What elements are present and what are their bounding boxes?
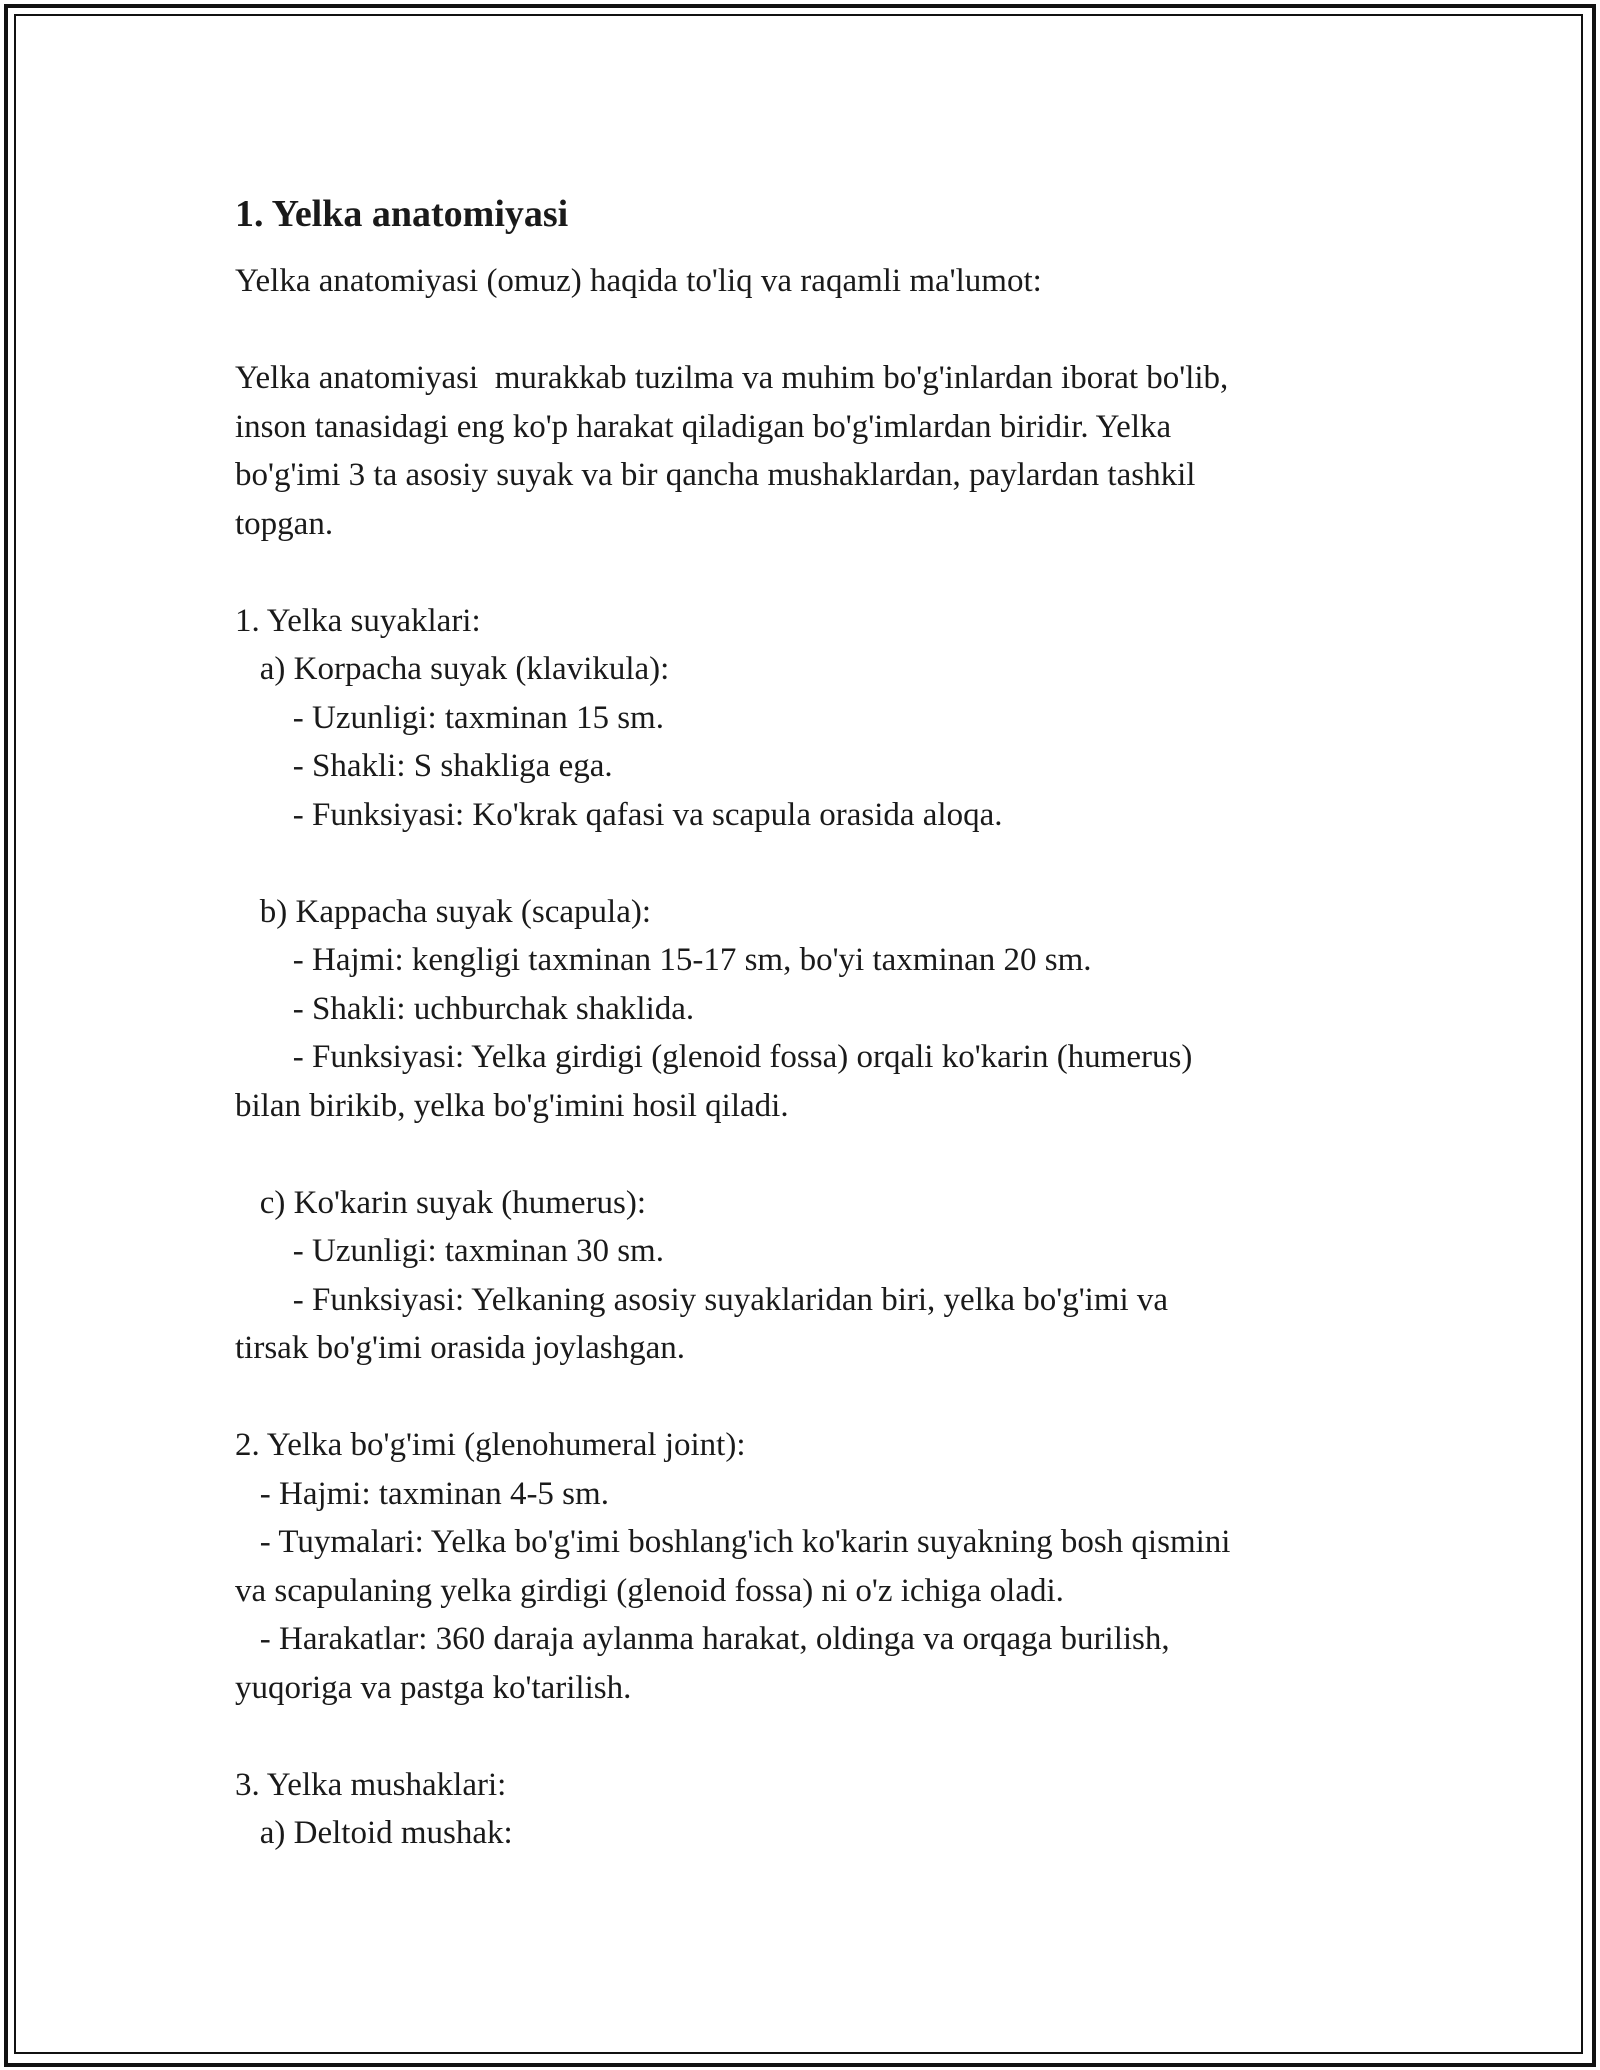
text-line: 2. Yelka bo'g'imi (glenohumeral joint): bbox=[235, 1427, 746, 1463]
text-line: bo'g'imi 3 ta asosiy suyak va bir qancha mushaklardan, paylardan tashkil bbox=[235, 457, 1196, 493]
text-line: 3. Yelka mushaklari: bbox=[235, 1766, 507, 1803]
blank-line bbox=[235, 1130, 1365, 1179]
blank-line bbox=[235, 1712, 1365, 1761]
text-line: - Funksiyasi: Yelkaning asosiy suyaklaridan biri, yelka bo'g'imi va bbox=[235, 1281, 1169, 1318]
blank-line bbox=[235, 839, 1365, 888]
document-title: 1. Yelka anatomiyasi bbox=[235, 193, 569, 235]
text-line: - Shakli: S shakliga ega. bbox=[235, 748, 613, 784]
text-line: va scapulaning yelka girdigi (glenoid fossa) ni o'z ichiga oladi. bbox=[235, 1572, 1064, 1609]
text-line: 1. Yelka suyaklari: bbox=[235, 602, 481, 639]
text-line: - Hajmi: kengligi taxminan 15-17 sm, bo'yi taxminan 20 sm. bbox=[235, 942, 1092, 978]
document-text bbox=[235, 257, 1365, 1858]
text-line: - Uzunligi: taxminan 30 sm. bbox=[235, 1233, 664, 1269]
text-line: - Funksiyasi: Ko'krak qafasi va scapula orasida aloqa. bbox=[235, 796, 1003, 833]
text-line: Yelka anatomiyasi murakkab tuzilma va muhim bo'g'inlardan iborat bo'lib, bbox=[235, 360, 1229, 396]
text-line: b) Kappacha suyak (scapula): bbox=[235, 893, 651, 930]
text-line: a) Korpacha suyak (klavikula): bbox=[235, 651, 670, 687]
blank-line bbox=[235, 306, 1365, 355]
text-line: Yelka anatomiyasi (omuz) haqida to'liq va raqamli ma'lumot: bbox=[235, 263, 1042, 299]
text-line: - Harakatlar: 360 daraja aylanma harakat, oldinga va orqaga burilish, bbox=[235, 1621, 1170, 1657]
text-line: topgan. bbox=[235, 505, 334, 542]
text-line: - Uzunligi: taxminan 15 sm. bbox=[235, 699, 664, 736]
text-line: - Hajmi: taxminan 4-5 sm. bbox=[235, 1475, 609, 1512]
text-line: yuqoriga va pastga ko'tarilish. bbox=[235, 1669, 632, 1706]
text-line: a) Deltoid mushak: bbox=[235, 1815, 513, 1851]
text-line: tirsak bo'g'imi orasida joylashgan. bbox=[235, 1330, 685, 1366]
text-line: inson tanasidagi eng ko'p harakat qiladigan bo'g'imlardan biridir. Yelka bbox=[235, 408, 1172, 445]
text-line: - Tuymalari: Yelka bo'g'imi boshlang'ich ko'karin suyakning bosh qismini bbox=[235, 1524, 1231, 1560]
text-line: c) Ko'karin suyak (humerus): bbox=[235, 1184, 647, 1221]
text-line: bilan birikib, yelka bo'g'imini hosil qiladi. bbox=[235, 1087, 789, 1124]
blank-line bbox=[235, 548, 1365, 597]
document-body bbox=[235, 184, 1365, 1858]
text-line: - Shakli: uchburchak shaklida. bbox=[235, 990, 695, 1027]
text-line: - Funksiyasi: Yelka girdigi (glenoid fossa) orqali ko'karin (humerus) bbox=[235, 1039, 1193, 1075]
blank-line bbox=[235, 1373, 1365, 1422]
